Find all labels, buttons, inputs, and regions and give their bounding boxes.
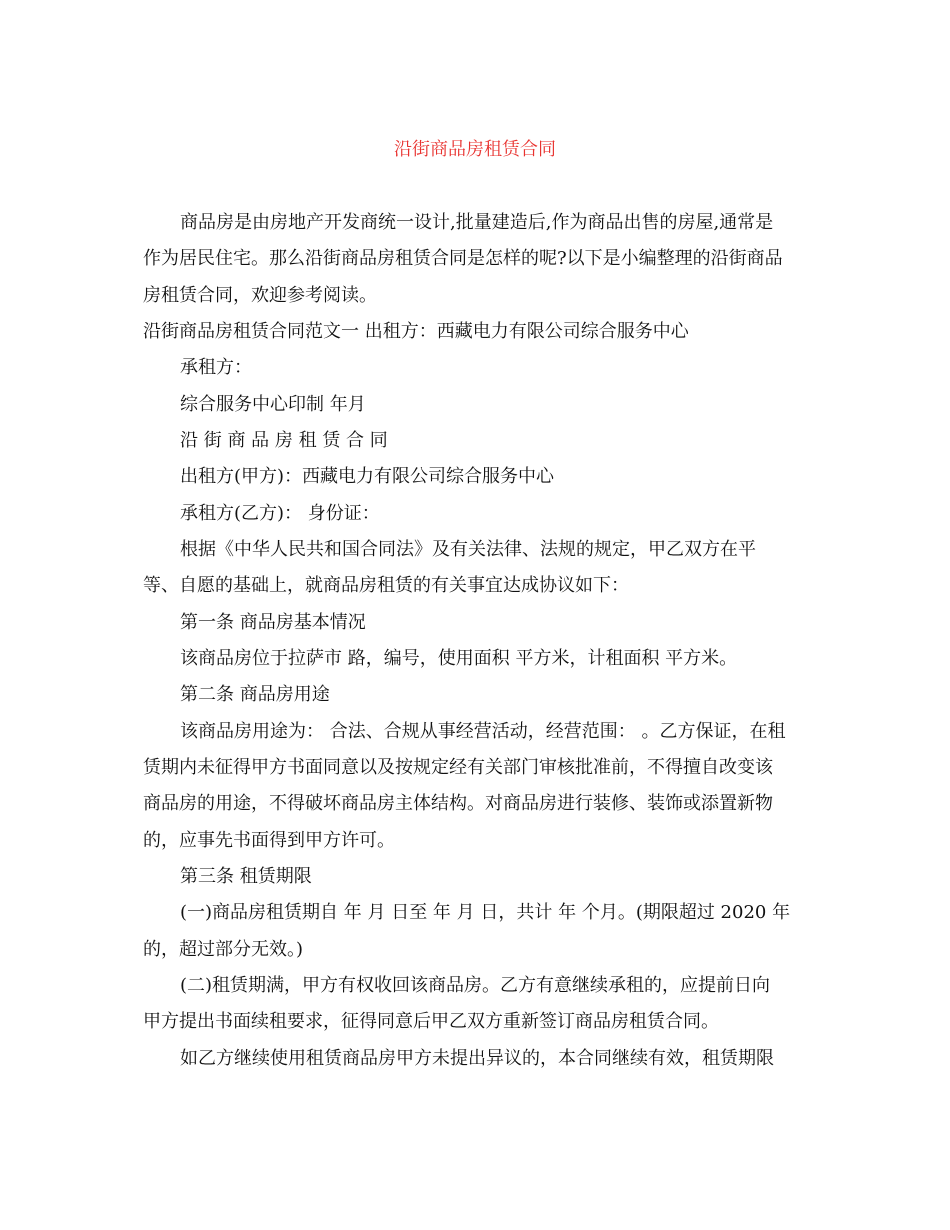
paragraph-line: 房租赁合同，欢迎参考阅读。 xyxy=(143,285,377,306)
paragraph-line: 出租方(甲方)：西藏电力有限公司综合服务中心 xyxy=(180,466,555,487)
paragraph-line: 根据《中华人民共和国合同法》及有关法律、法规的规定，甲乙双方在平 xyxy=(180,539,756,560)
paragraph-line: 第一条 商品房基本情况 xyxy=(180,612,366,633)
paragraph-line: 第三条 租赁期限 xyxy=(180,866,312,887)
paragraph-line: 商品房的用途，不得破坏商品房主体结构。对商品房进行装修、装饰或添置新物 xyxy=(143,793,773,814)
paragraph-line: (一)商品房租赁期自 年 月 日至 年 月 日，共计 年 个月。(期限超过 2020 年 xyxy=(180,902,791,923)
paragraph-line: 赁期内未征得甲方书面同意以及按规定经有关部门审核批准前，不得擅自改变该 xyxy=(143,757,773,778)
paragraph-line: 沿 街 商 品 房 租 赁 合 同 xyxy=(180,430,388,451)
paragraph-line: 等、自愿的基础上，就商品房租赁的有关事宜达成协议如下： xyxy=(143,575,629,596)
paragraph-line: 承租方(乙方)： 身份证： xyxy=(180,503,380,524)
paragraph-line: 第二条 商品房用途 xyxy=(180,684,330,705)
paragraph-line: 沿街商品房租赁合同范文一 出租方：西藏电力有限公司综合服务中心 xyxy=(143,321,689,342)
paragraph-line: 该商品房位于拉萨市 路，编号，使用面积 平方米，计租面积 平方米。 xyxy=(180,648,738,669)
document-title: 沿街商品房租赁合同 xyxy=(394,139,556,160)
paragraph-line: 的，应事先书面得到甲方许可。 xyxy=(143,830,395,851)
paragraph-line: 作为居民住宅。那么沿街商品房租赁合同是怎样的呢?以下是小编整理的沿街商品 xyxy=(143,248,783,269)
paragraph-line: 承租方： xyxy=(180,357,252,378)
paragraph-line: 商品房是由房地产开发商统一设计,批量建造后,作为商品出售的房屋,通常是 xyxy=(180,212,774,233)
paragraph-line: 的，超过部分无效。) xyxy=(143,939,304,960)
paragraph-line: 如乙方继续使用租赁商品房甲方未提出异议的，本合同继续有效，租赁期限 xyxy=(180,1048,774,1069)
paragraph-line: 甲方提出书面续租要求，征得同意后甲乙双方重新签订商品房租赁合同。 xyxy=(143,1011,719,1032)
paragraph-line: 综合服务中心印制 年月 xyxy=(180,394,366,415)
paragraph-line: (二)租赁期满，甲方有权收回该商品房。乙方有意继续承租的，应提前日向 xyxy=(180,975,771,996)
paragraph-line: 该商品房用途为： 合法、合规从事经营活动，经营范围： 。乙方保证，在租 xyxy=(180,721,786,742)
